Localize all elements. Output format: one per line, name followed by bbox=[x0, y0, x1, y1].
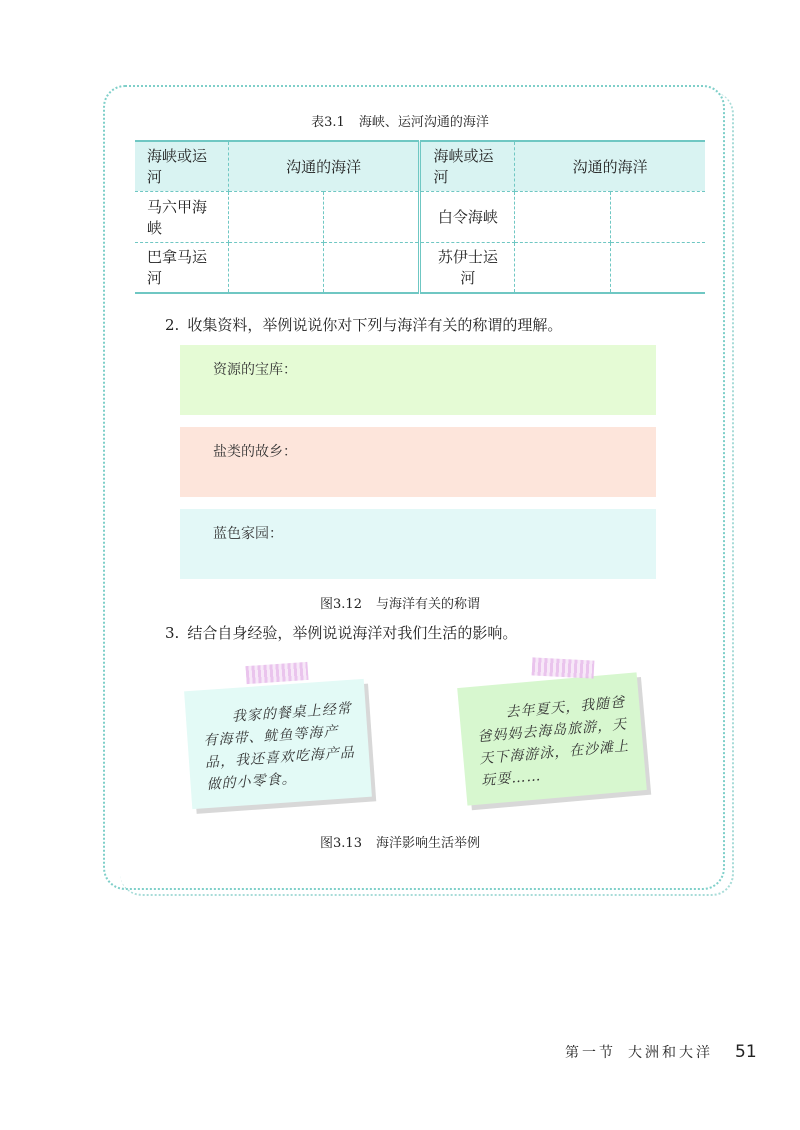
table-header-row bbox=[135, 141, 705, 191]
figure-3-13-number: 图3.13 bbox=[320, 836, 362, 851]
table-cell: 白令海峡 bbox=[420, 191, 515, 242]
table-cell: 马六甲海峡 bbox=[135, 191, 228, 242]
table-cell-blank bbox=[515, 242, 610, 293]
question-2 bbox=[165, 314, 562, 335]
band-resource-treasury bbox=[180, 345, 656, 415]
band-blue-home bbox=[180, 509, 656, 579]
page-footer bbox=[565, 1042, 757, 1062]
figure-3-13-title: 海洋影响生活举例 bbox=[375, 836, 480, 851]
question-2-number: 2. bbox=[165, 316, 180, 334]
strait-table bbox=[135, 140, 705, 294]
footer-section: 第一节 bbox=[565, 1045, 616, 1061]
table-cell-blank bbox=[515, 191, 610, 242]
table-caption-title: 海峡、运河沟通的海洋 bbox=[358, 115, 489, 130]
table-cell: 苏伊士运河 bbox=[420, 242, 515, 293]
sticky-note-text: 去年夏天，我随爸爸妈妈去海岛旅游，天天下海游泳，在沙滩上玩耍…… bbox=[474, 694, 630, 790]
figure-3-12-caption bbox=[0, 593, 800, 612]
table-cell-blank bbox=[228, 191, 323, 242]
figure-3-13-caption bbox=[0, 832, 800, 851]
table-row bbox=[135, 191, 705, 242]
table-cell-blank bbox=[228, 242, 323, 293]
table-row bbox=[135, 242, 705, 293]
table-header-cell: 海峡或运河 bbox=[135, 141, 228, 191]
footer-chapter: 大洲和大洋 bbox=[628, 1045, 713, 1061]
question-2-text: 收集资料，举例说说你对下列与海洋有关的称谓的理解。 bbox=[187, 316, 563, 334]
table-cell-blank bbox=[610, 242, 705, 293]
sticky-note-left bbox=[184, 679, 372, 809]
question-3-number: 3. bbox=[165, 624, 180, 642]
band-label: 盐类的故乡： bbox=[213, 444, 297, 460]
table-header-cell: 沟通的海洋 bbox=[515, 141, 705, 191]
band-label: 蓝色家园： bbox=[213, 526, 283, 542]
table-caption bbox=[0, 111, 800, 130]
table-cell-blank bbox=[324, 242, 420, 293]
figure-3-12-title: 与海洋有关的称谓 bbox=[375, 597, 480, 612]
table-header-cell: 沟通的海洋 bbox=[228, 141, 420, 191]
page-number: 51 bbox=[735, 1042, 757, 1062]
band-label: 资源的宝库： bbox=[213, 362, 297, 378]
table-caption-number: 表3.1 bbox=[311, 115, 345, 130]
question-3 bbox=[165, 622, 517, 643]
sticky-note-text: 我家的餐桌上经常有海带、鱿鱼等海产品，我还喜欢吃海产品做的小零食。 bbox=[201, 700, 356, 794]
band-salt-hometown bbox=[180, 427, 656, 497]
sticky-note-right bbox=[457, 672, 647, 805]
question-3-text: 结合自身经验，举例说说海洋对我们生活的影响。 bbox=[187, 624, 518, 642]
figure-3-12-number: 图3.12 bbox=[320, 597, 362, 612]
table-cell: 巴拿马运河 bbox=[135, 242, 228, 293]
tape-decoration bbox=[532, 657, 595, 678]
table-cell-blank bbox=[324, 191, 420, 242]
table-cell-blank bbox=[610, 191, 705, 242]
table-header-cell: 海峡或运河 bbox=[420, 141, 515, 191]
